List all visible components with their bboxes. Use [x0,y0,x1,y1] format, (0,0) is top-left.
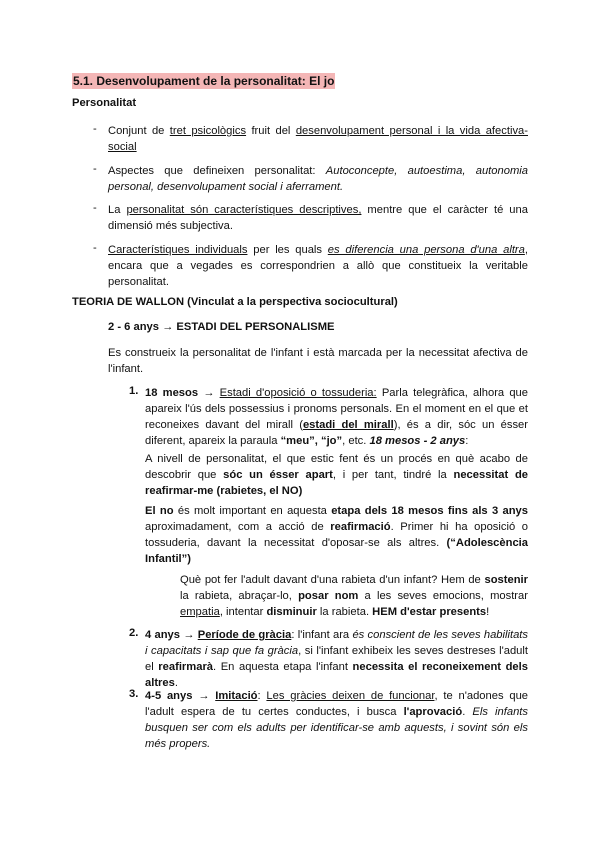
stage-intro: Es construeix la personalitat de l'infant i està marcada per la necessitat afectiva de l'infant. [108,347,528,375]
stage-item-1: 18 mesos → Estadi d'oposició o tossuderia: Parla telegràfica, alhora que apareix l'ús dels possessius i pronoms personals. En el moment en el que et reconeixes davant del mirall (estadi del mirall), és a dir, sóc un ésser diferent, apareix la paraula “meu”, “jo”, etc. 18 mesos - 2 anys: [145,387,529,447]
bullet-item-2: Aspectes que defineixen personalitat: Autoconcepte, autoestima, autonomia personal, desenvolupament social i aferrament. [108,165,528,193]
stage-item-2: 4 anys → Període de gràcia: l'infant ara és conscient de les seves habilitats i capacitats i sap que fa gràcia, si l'infant exhibeix les seves destreses l'adult el reafirmarà. En aquesta etapa l'infant necessita el reconeixement dels altres. [145,629,528,689]
list-number: 1. [129,385,139,397]
bullet-item-1: Conjunt de tret psicològics fruit del desenvolupament personal i la vida afectiva-social [108,125,528,153]
stage-item-1-para-2: A nivell de personalitat, el que estic fent és un procés en què acabo de descobrir que sóc un ésser apart, i per tant, tindré la necessitat de reafirmar-me (rabietes, el NO) [145,453,528,497]
wallon-heading: TEORIA DE WALLON (Vinculat a la perspectiva sociocultural) [72,296,398,308]
section-title: 5.1. Desenvolupament de la personalitat: El jo [73,74,335,88]
bullet-dash: - [93,242,97,254]
bullet-dash: - [93,123,97,135]
stage-item-1-para-3: El no és molt important en aquesta etapa dels 18 mesos fins als 3 anys aproximadament, com a acció de reafirmació. Primer hi ha oposició o tossuderia, davant la necessitat d'oposar-se als altres. (“Adolescència Infantil”) [145,505,528,565]
personalitat-heading: Personalitat [72,97,137,109]
stage-item-1-para-4: Què pot fer l'adult davant d'una rabieta d'un infant? Hem de sostenir la rabieta, abraçar-lo, posar nom a les seves emocions, mostrar empatia, intentar disminuir la rabieta. HEM d'estar presents! [180,574,528,618]
bullet-dash: - [93,163,97,175]
stage-item-3: 4-5 anys → Imitació: Les gràcies deixen de funcionar, te n'adones que l'adult espera de tu certes conductes, i busca l'aprovació. Els infants busquen ser com els adults per identificar-se amb aquests, i sovint són els més propers. [145,690,529,750]
list-number: 3. [129,688,139,700]
bullet-item-3: La personalitat són característiques descriptives, mentre que el caràcter té una dimensió més subjectiva. [108,204,528,232]
stage-heading: 2 - 6 anys → ESTADI DEL PERSONALISME [108,321,335,333]
list-number: 2. [129,627,139,639]
bullet-item-4: Característiques individuals per les quals es diferencia una persona d'una altra, encara que a vegades es correspondrien a allò que constitueix la veritable personalitat. [108,244,528,288]
bullet-dash: - [93,202,97,214]
